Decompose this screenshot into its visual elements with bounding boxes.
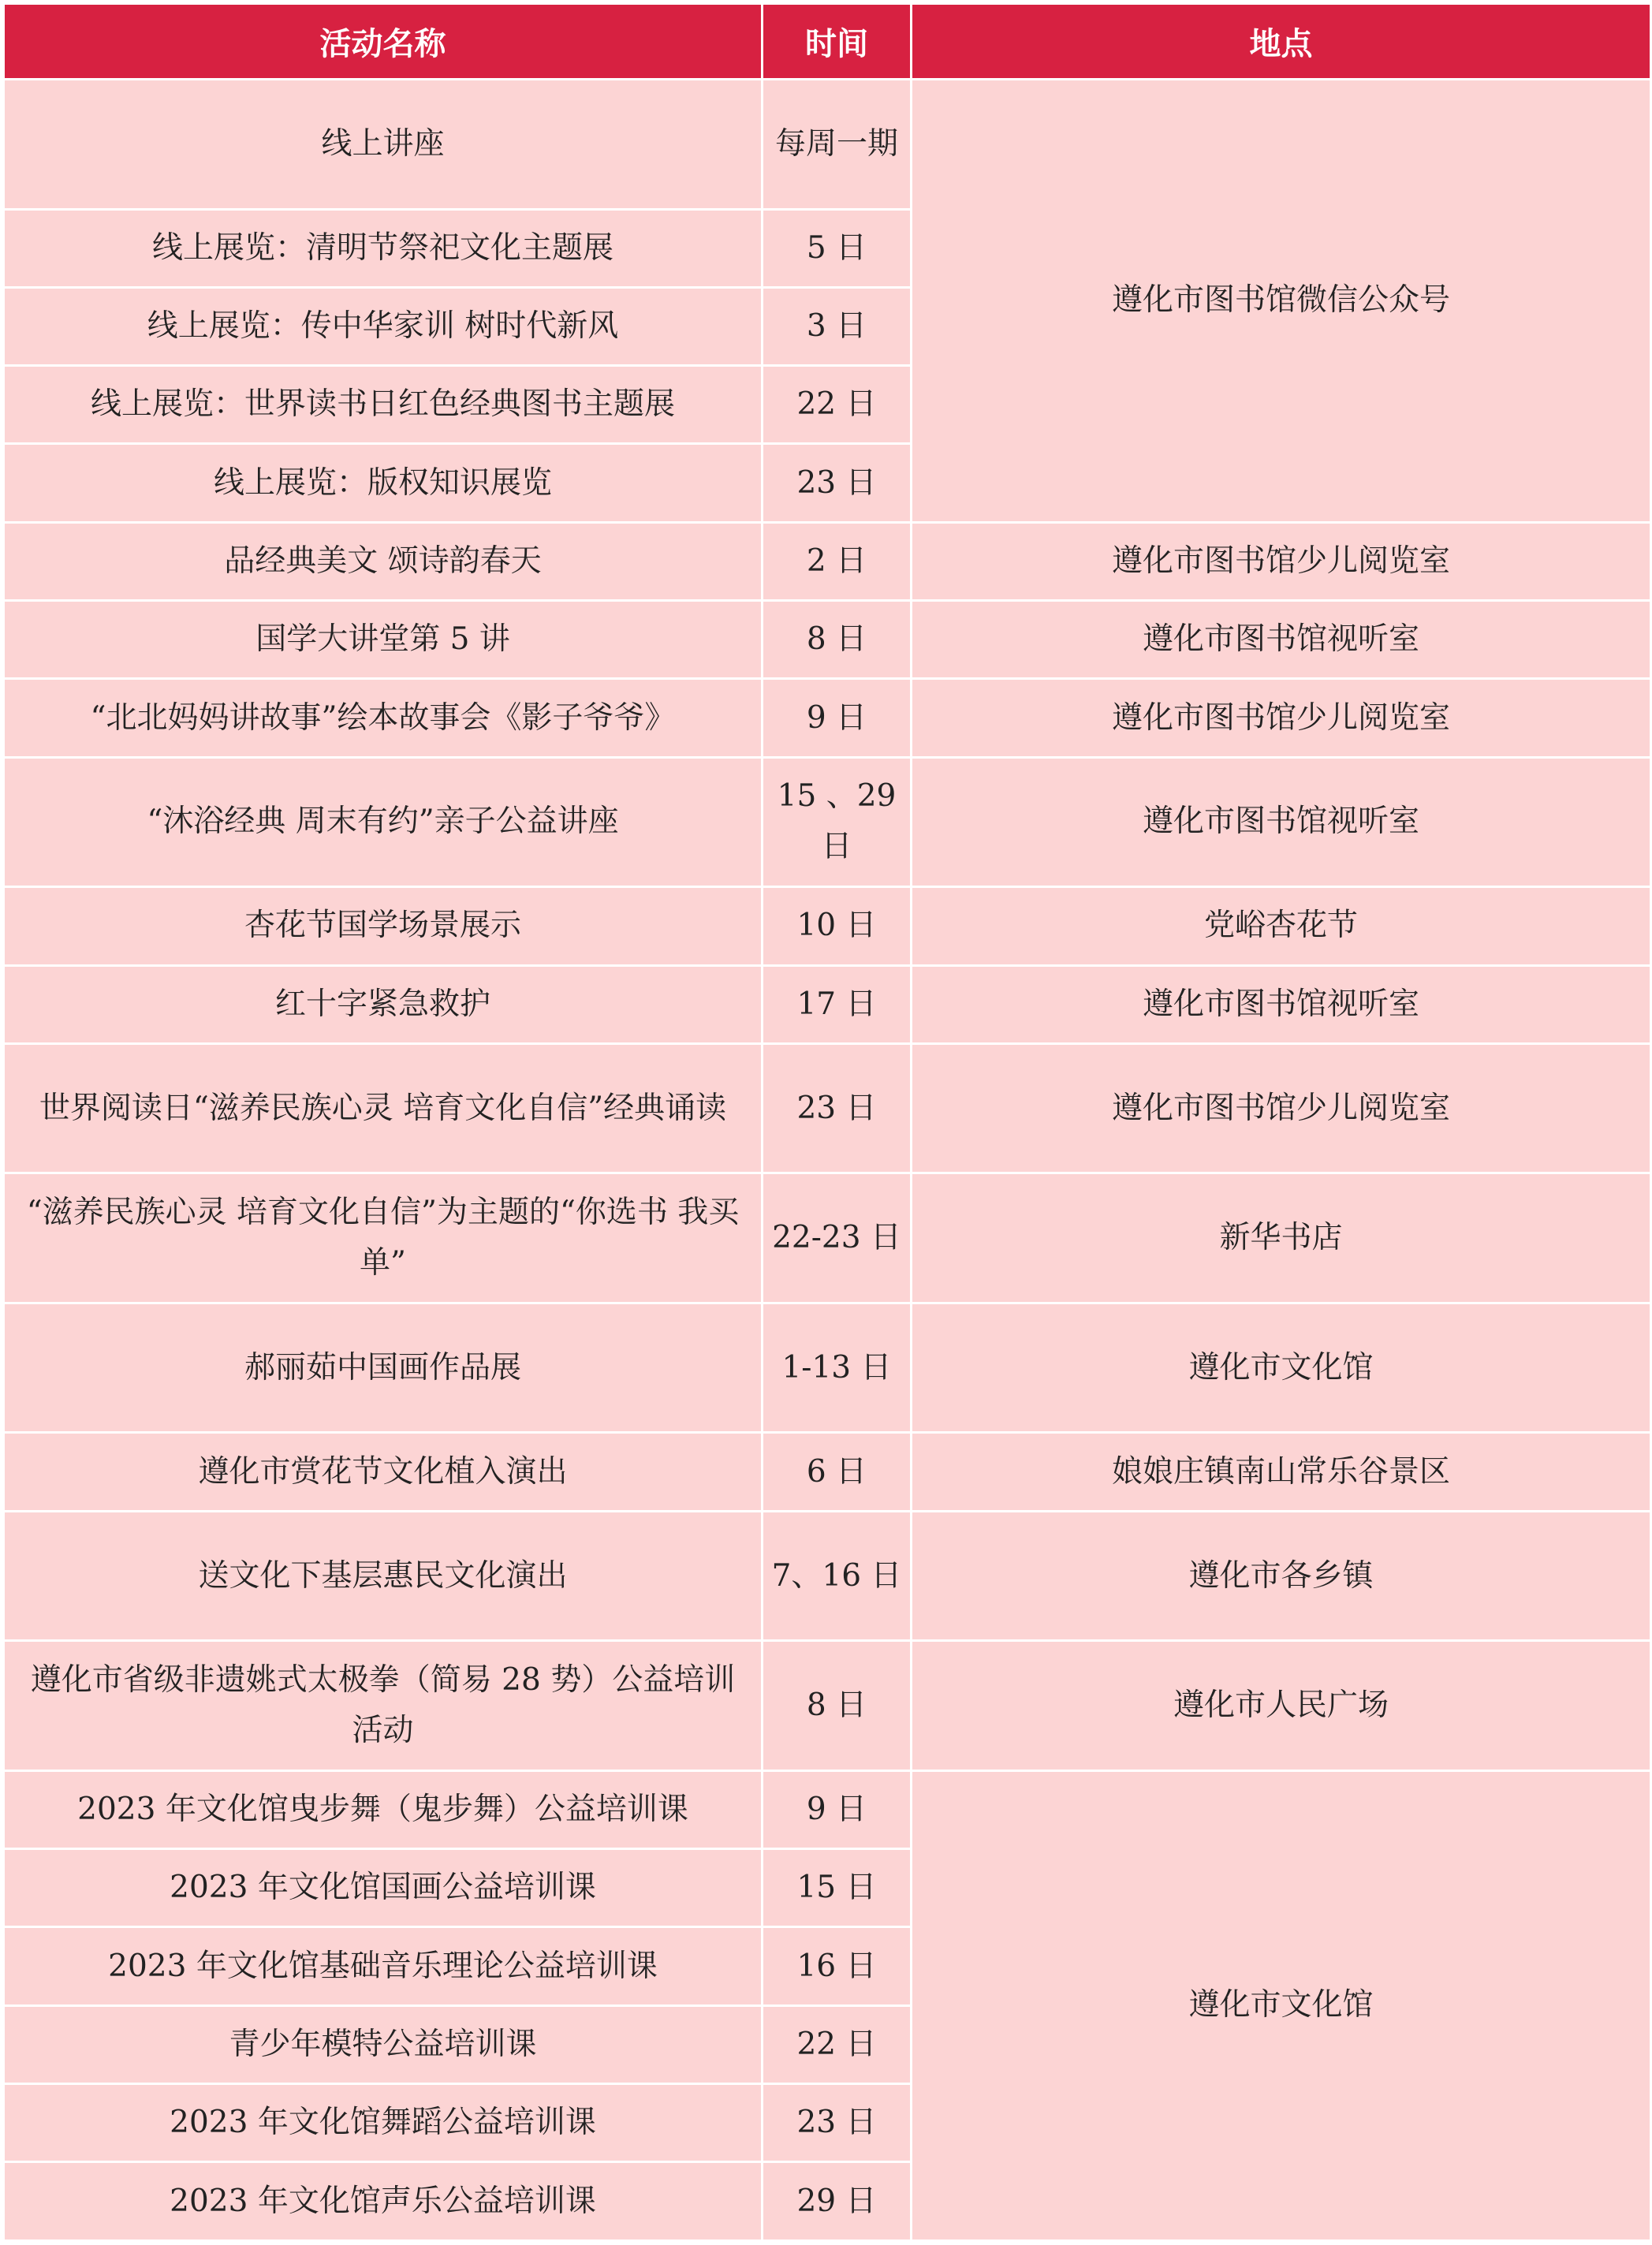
activity-place: 娘娘庄镇南山常乐谷景区 <box>912 1433 1651 1511</box>
events-table <box>2 2 1652 2242</box>
activity-name: 送文化下基层惠民文化演出 <box>4 1511 763 1641</box>
activity-name: 线上展览：版权知识展览 <box>4 444 763 522</box>
activity-name: 线上展览：世界读书日红色经典图书主题展 <box>4 366 763 444</box>
activity-place: 遵化市人民广场 <box>912 1641 1651 1771</box>
table-row <box>4 601 1651 679</box>
activity-name: “北北妈妈讲故事”绘本故事会《影子爷爷》 <box>4 679 763 757</box>
activity-time: 8 日 <box>763 601 912 679</box>
activity-place: 遵化市图书馆少儿阅览室 <box>912 522 1651 600</box>
activity-time: 23 日 <box>763 2084 912 2162</box>
activity-time: 17 日 <box>763 965 912 1043</box>
activity-time: 7、16 日 <box>763 1511 912 1641</box>
activity-name: 品经典美文 颂诗韵春天 <box>4 522 763 600</box>
activity-name: 遵化市省级非遗姚式太极拳（简易 28 势）公益培训活动 <box>4 1641 763 1771</box>
header-row <box>4 4 1651 80</box>
activity-time: 10 日 <box>763 887 912 965</box>
table-row <box>4 757 1651 887</box>
activity-place: 遵化市图书馆视听室 <box>912 965 1651 1043</box>
activity-place: 遵化市各乡镇 <box>912 1511 1651 1641</box>
table-row <box>4 1770 1651 1848</box>
table-row <box>4 1511 1651 1641</box>
activity-time: 每周一期 <box>763 80 912 210</box>
activity-name: 青少年模特公益培训课 <box>4 2005 763 2083</box>
activity-name: “滋养民族心灵 培育文化自信”为主题的“你选书 我买单” <box>4 1173 763 1303</box>
activity-place: 遵化市图书馆视听室 <box>912 757 1651 887</box>
activity-name: 2023 年文化馆国画公益培训课 <box>4 1849 763 1927</box>
table-row <box>4 1173 1651 1303</box>
activity-time: 22 日 <box>763 2005 912 2083</box>
activity-time: 2 日 <box>763 522 912 600</box>
activity-time: 22-23 日 <box>763 1173 912 1303</box>
activity-place: 党峪杏花节 <box>912 887 1651 965</box>
activity-time: 23 日 <box>763 444 912 522</box>
activity-name: 遵化市赏花节文化植入演出 <box>4 1433 763 1511</box>
activity-time: 15 日 <box>763 1849 912 1927</box>
table-row <box>4 1433 1651 1511</box>
activity-time: 15 、29 日 <box>763 757 912 887</box>
activity-time: 1-13 日 <box>763 1303 912 1433</box>
activity-name: 2023 年文化馆基础音乐理论公益培训课 <box>4 1927 763 2005</box>
activity-time: 23 日 <box>763 1043 912 1173</box>
activity-name: 世界阅读日“滋养民族心灵 培育文化自信”经典诵读 <box>4 1043 763 1173</box>
activity-name: “沐浴经典 周末有约”亲子公益讲座 <box>4 757 763 887</box>
activity-place: 新华书店 <box>912 1173 1651 1303</box>
activity-time: 5 日 <box>763 209 912 287</box>
activity-name: 线上展览：清明节祭祀文化主题展 <box>4 209 763 287</box>
activity-name: 杏花节国学场景展示 <box>4 887 763 965</box>
activity-name: 线上展览：传中华家训 树时代新风 <box>4 287 763 365</box>
header-name: 活动名称 <box>4 4 763 80</box>
activity-time: 22 日 <box>763 366 912 444</box>
activity-time: 8 日 <box>763 1641 912 1771</box>
activity-name: 2023 年文化馆声乐公益培训课 <box>4 2162 763 2241</box>
header-time: 时间 <box>763 4 912 80</box>
header-place: 地点 <box>912 4 1651 80</box>
activity-time: 6 日 <box>763 1433 912 1511</box>
activity-time: 9 日 <box>763 1770 912 1848</box>
table-row <box>4 1303 1651 1433</box>
table-row <box>4 1641 1651 1771</box>
activity-place: 遵化市图书馆少儿阅览室 <box>912 679 1651 757</box>
activity-name: 国学大讲堂第 5 讲 <box>4 601 763 679</box>
table-row <box>4 80 1651 210</box>
activity-place: 遵化市文化馆 <box>912 1303 1651 1433</box>
table-row <box>4 965 1651 1043</box>
activity-time: 3 日 <box>763 287 912 365</box>
activity-place: 遵化市文化馆 <box>912 1770 1651 2240</box>
table-row <box>4 1043 1651 1173</box>
activity-time: 29 日 <box>763 2162 912 2241</box>
activity-name: 郝丽茹中国画作品展 <box>4 1303 763 1433</box>
activity-name: 2023 年文化馆舞蹈公益培训课 <box>4 2084 763 2162</box>
activity-name: 线上讲座 <box>4 80 763 210</box>
activity-name: 2023 年文化馆曳步舞（鬼步舞）公益培训课 <box>4 1770 763 1848</box>
activity-place: 遵化市图书馆少儿阅览室 <box>912 1043 1651 1173</box>
activity-time: 9 日 <box>763 679 912 757</box>
activity-place: 遵化市图书馆微信公众号 <box>912 80 1651 523</box>
activity-name: 红十字紧急救护 <box>4 965 763 1043</box>
activity-time: 16 日 <box>763 1927 912 2005</box>
table-row <box>4 679 1651 757</box>
table-row <box>4 887 1651 965</box>
table-row <box>4 522 1651 600</box>
activity-place: 遵化市图书馆视听室 <box>912 601 1651 679</box>
